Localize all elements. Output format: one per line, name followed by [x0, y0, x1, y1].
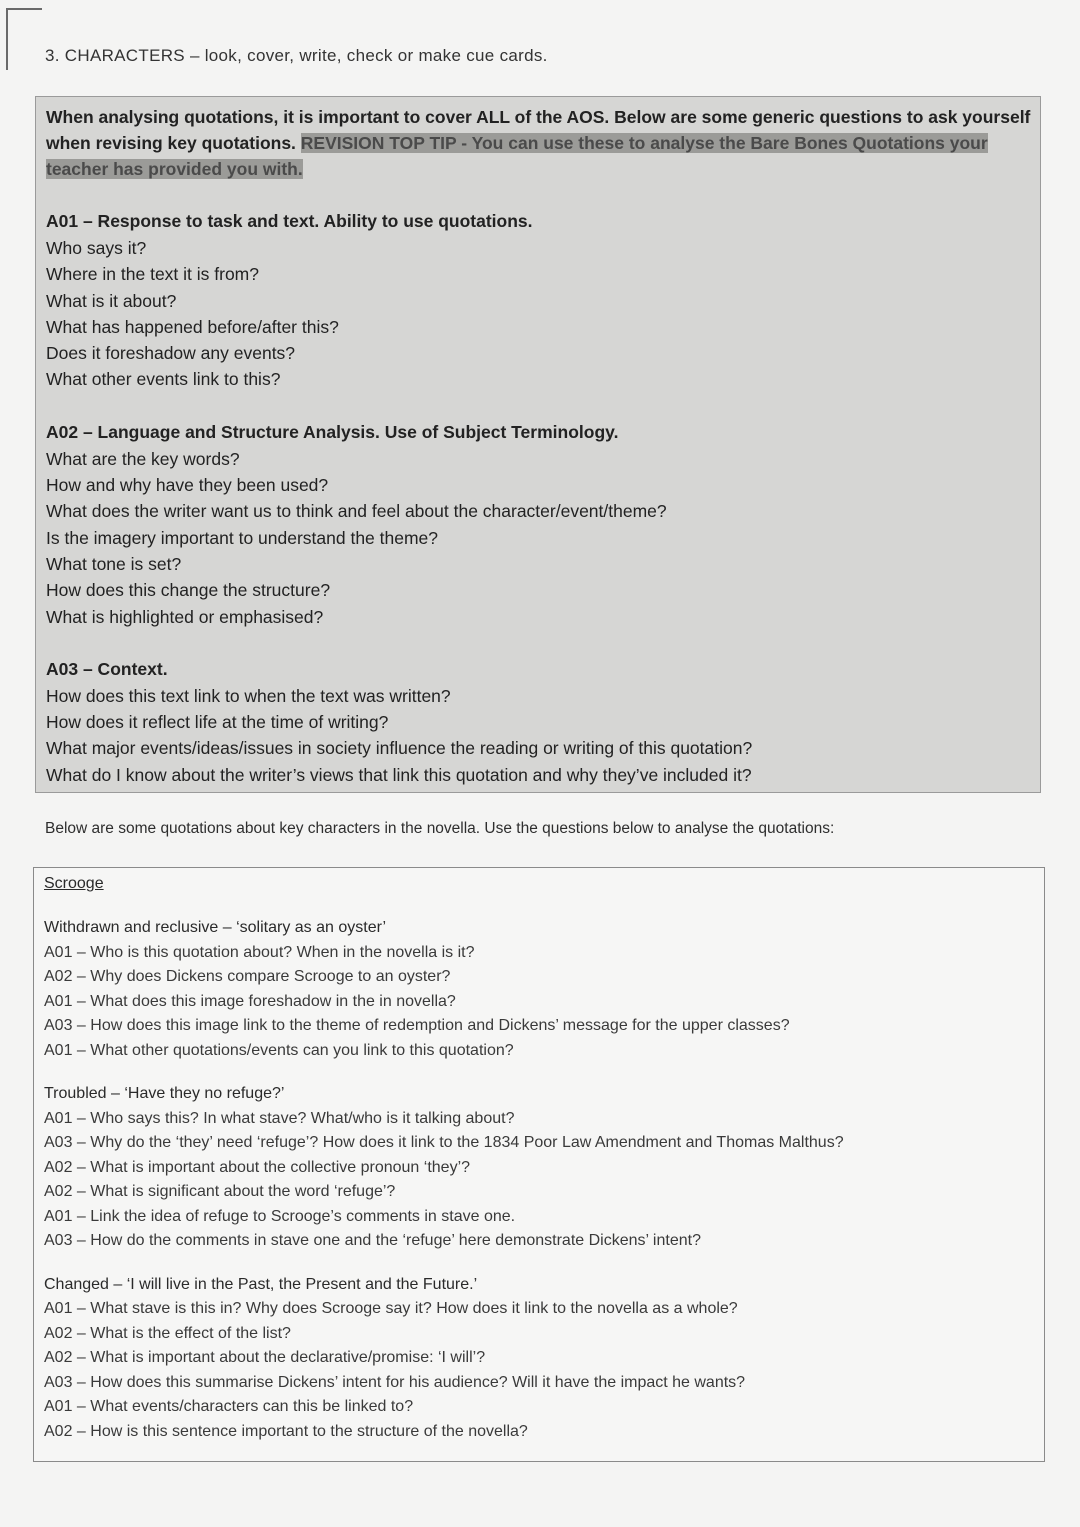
page-corner-mark: [6, 8, 42, 70]
revision-tip-highlight: REVISION TOP TIP - You can use these to analyse the Bare Bones Quotations your teacher has provided you with.: [46, 133, 988, 179]
question: What is highlighted or emphasised?: [46, 606, 324, 627]
quotation-question: A03 – Why do the ‘they’ need ‘refuge’? How does it link to the 1834 Poor Law Amendment and Thomas Malthus?: [44, 1134, 844, 1151]
quotation-heading: Changed – ‘I will live in the Past, the Present and the Future.’: [44, 1275, 478, 1293]
ao1-section: [46, 208, 1030, 393]
section-heading: 3. CHARACTERS – look, cover, write, check or make cue cards.: [45, 46, 548, 65]
quotation-question: A03 – How does this image link to the theme of redemption and Dickens’ message for the upper classes?: [44, 1017, 790, 1034]
question: What is it about?: [46, 290, 177, 311]
quotation-question: A02 – What is important about the declarative/promise: ‘I will’?: [44, 1349, 486, 1366]
quotation-question: A02 – What is significant about the word ‘refuge’?: [44, 1183, 396, 1200]
question: Does it foreshadow any events?: [46, 343, 296, 364]
quotation-question: A01 – What events/characters can this be linked to?: [44, 1398, 414, 1415]
quotation-question: A01 – Who says this? In what stave? What/who is it talking about?: [44, 1109, 515, 1127]
quotation-group: [44, 1082, 1034, 1254]
question: What other events link to this?: [46, 369, 281, 390]
question: What does the writer want us to think and feel about the character/event/theme?: [46, 501, 667, 522]
question: What has happened before/after this?: [46, 316, 339, 337]
quotation-question: A01 – What stave is this in? Why does Scrooge say it? How does it link to the novella as a whole?: [44, 1300, 738, 1317]
question: Where in the text it is from?: [46, 264, 259, 285]
question: How does it reflect life at the time of writing?: [46, 712, 389, 733]
quotation-question: A03 – How do the comments in stave one and the ‘refuge’ here demonstrate Dickens’ intent?: [44, 1232, 701, 1249]
question: Is the imagery important to understand the theme?: [46, 527, 439, 548]
section-title: A02 – Language and Structure Analysis. Use of Subject Terminology.: [46, 421, 619, 442]
question: How and why have they been used?: [46, 475, 329, 496]
intro-paragraph: [46, 104, 1031, 182]
quotation-question: A02 – What is important about the collective pronoun ‘they’?: [44, 1158, 471, 1176]
character-quotations-box: [33, 867, 1045, 1462]
character-name: Scrooge: [44, 875, 104, 892]
quotation-question: A01 – What does this image foreshadow in the in novella?: [44, 992, 456, 1010]
instruction-text: Below are some quotations about key characters in the novella. Use the questions below to analyse the quotations:: [45, 820, 835, 837]
ao3-section: [46, 656, 1030, 788]
intro-text: When analysing quotations, it is important to cover ALL of the AOS. Below are some generic questions to ask yourself when revising key quotations.: [46, 107, 1031, 153]
quotation-group: [44, 916, 1034, 1063]
quotation-question: A01 – What other quotations/events can you link to this quotation?: [44, 1041, 514, 1059]
question: How does this text link to when the text was written?: [46, 685, 451, 706]
quotation-question: A01 – Who is this quotation about? When in the novella is it?: [44, 943, 475, 961]
question: What are the key words?: [46, 448, 240, 469]
aos-questions-box: [35, 96, 1041, 793]
question: How does this change the structure?: [46, 580, 331, 601]
ao2-section: [46, 419, 1030, 630]
quotation-question: A01 – Link the idea of refuge to Scrooge’s comments in stave one.: [44, 1207, 516, 1225]
quotation-question: A02 – How is this sentence important to the structure of the novella?: [44, 1422, 528, 1440]
quotation-question: A03 – How does this summarise Dickens’ intent for his audience? Will it have the impact he wants?: [44, 1373, 746, 1391]
quotation-group: [44, 1273, 1034, 1445]
question: Who says it?: [46, 238, 147, 258]
section-title: A03 – Context.: [46, 658, 168, 679]
question: What do I know about the writer’s views that link this quotation and why they’ve included it?: [46, 764, 752, 785]
question: What major events/ideas/issues in society influence the reading or writing of this quotation?: [46, 738, 753, 759]
quotation-heading: Troubled – ‘Have they no refuge?’: [44, 1085, 285, 1102]
quotation-question: A02 – Why does Dickens compare Scrooge to an oyster?: [44, 968, 451, 985]
question: What tone is set?: [46, 553, 182, 574]
quotation-question: A02 – What is the effect of the list?: [44, 1324, 291, 1342]
quotation-heading: Withdrawn and reclusive – ‘solitary as an oyster’: [44, 919, 387, 936]
section-title: A01 – Response to task and text. Ability to use quotations.: [46, 211, 533, 231]
